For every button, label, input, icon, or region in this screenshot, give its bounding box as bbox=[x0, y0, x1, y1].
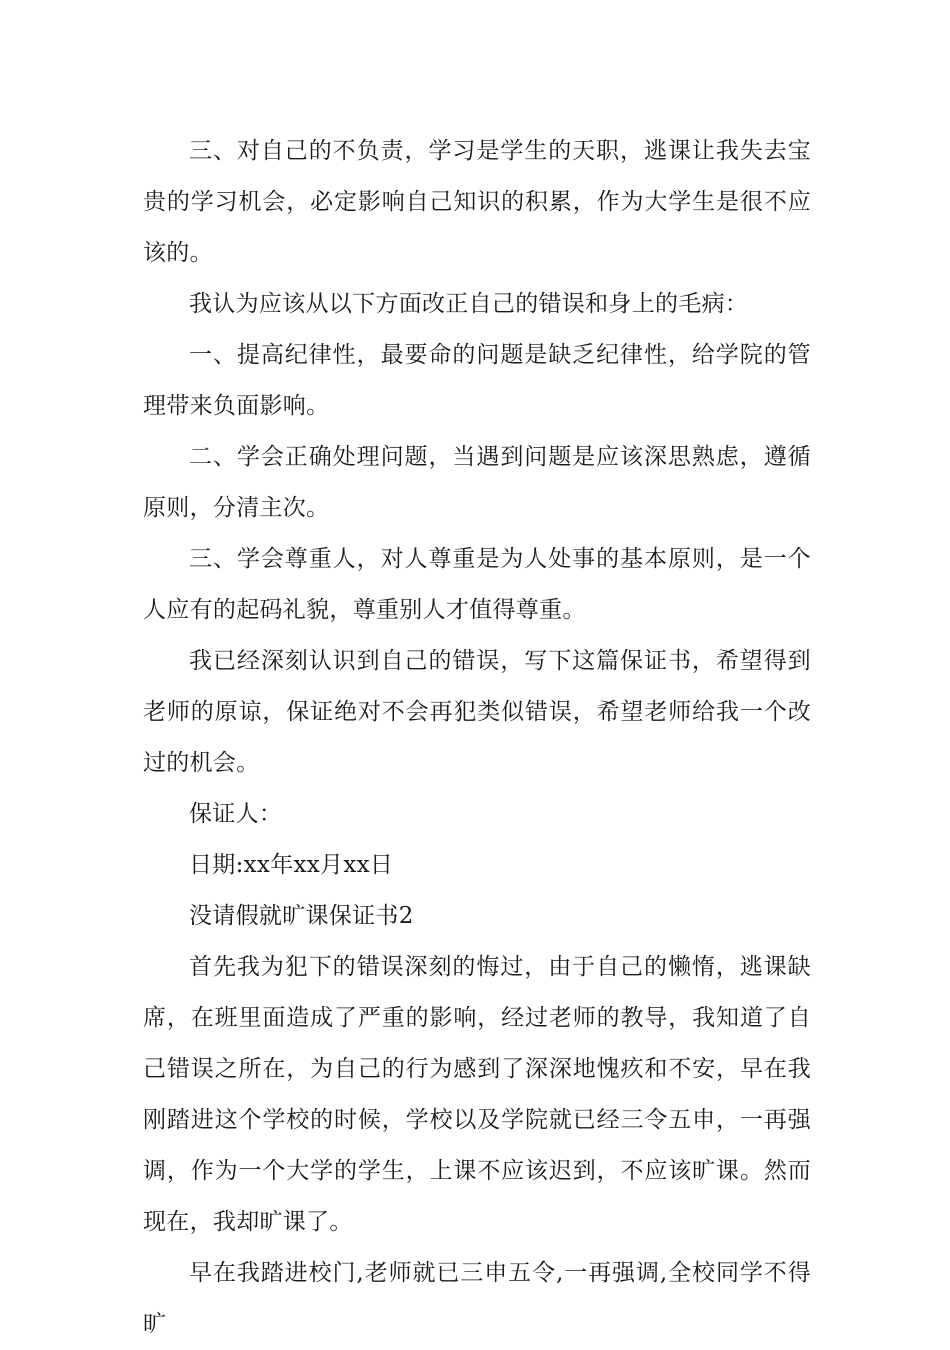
paragraph-correction-two: 二、学会正确处理问题，当遇到问题是应该深思熟虑，遵循原则，分清主次。 bbox=[143, 444, 811, 521]
paragraph-continued: 早在我踏进校门,老师就已三申五令,一再强调,全校同学不得旷 bbox=[143, 1260, 811, 1337]
paragraph-correction-three: 三、学会尊重人，对人尊重是为人处事的基本原则，是一个人应有的起码礼貌，尊重别人才值得尊重。 bbox=[143, 546, 811, 623]
signature-label: 保证人： bbox=[189, 801, 283, 827]
paragraph-conclusion: 我已经深刻认识到自己的错误，写下这篇保证书，希望得到老师的原谅，保证绝对不会再犯类似错误，希望老师给我一个改过的机会。 bbox=[143, 648, 811, 776]
paragraph-fault-three: 三、对自己的不负责，学习是学生的天职，逃课让我失去宝贵的学习机会，必定影响自己知识的积累，作为大学生是很不应该的。 bbox=[143, 138, 811, 266]
paragraph-correction-one: 一、提高纪律性，最要命的问题是缺乏纪律性，给学院的管理带来负面影响。 bbox=[143, 342, 811, 419]
paragraph-correction-intro: 我认为应该从以下方面改正自己的错误和身上的毛病： bbox=[189, 291, 749, 317]
section-title: 没请假就旷课保证书2 bbox=[189, 903, 414, 929]
paragraph-apology: 首先我为犯下的错误深刻的悔过，由于自己的懒惰，逃课缺席，在班里面造成了严重的影响，经过老师的教导，我知道了自己错误之所在，为自己的行为感到了深深地愧疚和不安，早在我刚踏进这个学校的时候，学校以及学院就已经三令五申，一再强调，作为一个大学的学生，上课不应该迟到，不应该旷课。然而现在，我却旷课了。 bbox=[143, 954, 811, 1235]
date-line: 日期:xx年xx月xx日 bbox=[189, 852, 394, 878]
document-body bbox=[143, 126, 811, 1350]
